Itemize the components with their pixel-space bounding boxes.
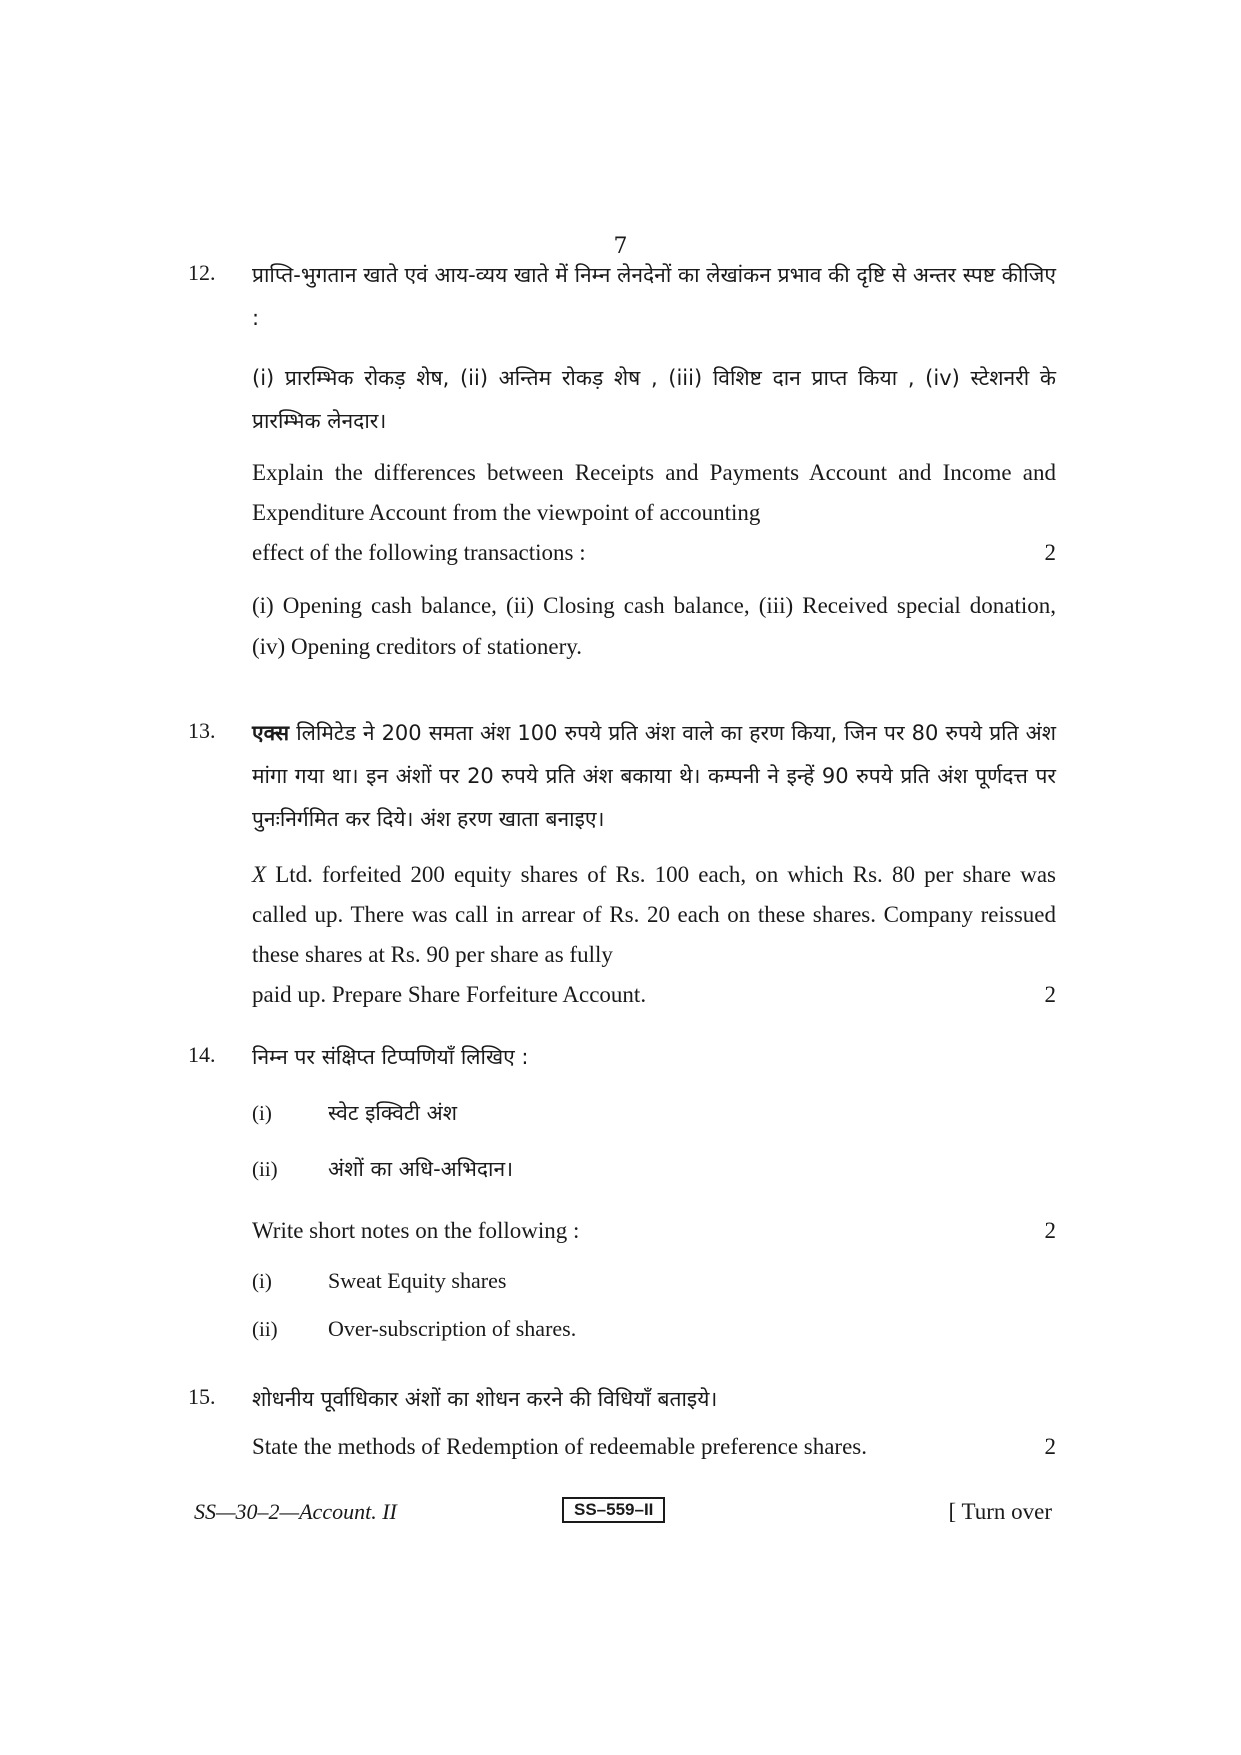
list-item-text: स्वेट इक्विटी अंश xyxy=(328,1101,457,1125)
list-item-text: Over-subscription of shares. xyxy=(328,1316,577,1341)
question-hindi-body: लिमिटेड ने 200 समता अंश 100 रुपये प्रति अंश वाले का हरण किया, जिन पर 80 रुपये प्रति अंश मांगा गया था। इन अंशों पर 20 रुपये प्रति अंश बकाया थे। कम्पनी ने इन्हें 90 रुपये प्रति अंश पूर्णदत्त पर पुनःनिर्गमित कर दिये। अंश हरण खाता बनाइए। xyxy=(252,721,1056,831)
paper-code-label: SS—30–2—Account. II xyxy=(194,1499,397,1524)
company-name-hindi: एक्स xyxy=(252,721,290,745)
question-marks: 2 xyxy=(1044,1218,1056,1243)
question-english-body: Ltd. forfeited 200 equity shares of Rs. 100 each, on which Rs. 80 per share was called up. There was call in arrear of Rs. 20 each on these shares. Company reissued these shares at Rs. 90 per share as fully xyxy=(252,862,1057,967)
question-hindi-text: शोधनीय पूर्वाधिकार अंशों का शोधन करने की विधियाँ बताइये। xyxy=(252,1387,718,1411)
question-english-last-line xyxy=(252,533,1056,573)
question-english-tail: effect of the following transactions : xyxy=(252,540,586,565)
question-hindi-text xyxy=(252,712,1056,841)
question-number: 13. xyxy=(188,718,216,743)
question-english-text: Write short notes on the following : xyxy=(252,1218,580,1243)
question-15 xyxy=(188,1378,1056,1467)
question-number: 15. xyxy=(188,1384,216,1409)
turn-over-label: [ Turn over xyxy=(948,1499,1052,1524)
list-item-text: अंशों का अधि-अभिदान। xyxy=(328,1157,514,1181)
question-12 xyxy=(188,254,1056,667)
company-name-italic: X xyxy=(252,862,267,887)
list-item-number: (ii) xyxy=(252,1317,278,1341)
question-hindi-items: (i) प्रारम्भिक रोकड़ शेष, (ii) अन्तिम रोकड़ शेष , (iii) विशिष्ट दान प्राप्त किया , (iv) स्टेशनरी के प्रारम्भिक लेनदार। xyxy=(252,366,1056,433)
list-item xyxy=(252,1093,1056,1133)
question-english-text xyxy=(252,855,1056,975)
question-english-tail: paid up. Prepare Share Forfeiture Account. xyxy=(252,982,647,1007)
question-english-text: State the methods of Redemption of redeemable preference shares. xyxy=(252,1434,868,1459)
question-english-items: (i) Opening cash balance, (ii) Closing cash balance, (iii) Received special donation, (iv) Opening creditors of stationery. xyxy=(252,593,1056,659)
question-hindi-text: प्राप्ति-भुगतान खाते एवं आय-व्यय खाते में निम्न लेनदेनों का लेखांकन प्रभाव की दृष्टि से अन्तर स्पष्ट कीजिए : xyxy=(252,263,1056,330)
question-english-line xyxy=(252,1211,1056,1251)
list-item xyxy=(252,1149,1056,1189)
question-hindi-text: निम्न पर संक्षिप्त टिप्पणियाँ लिखिए : xyxy=(252,1045,529,1069)
question-number: 12. xyxy=(188,260,216,285)
series-code-box: SS–559–II xyxy=(562,1497,665,1523)
page-footer xyxy=(194,1497,1052,1529)
list-item xyxy=(252,1261,1056,1301)
list-item-number: (ii) xyxy=(252,1157,278,1181)
page-number: 7 xyxy=(613,234,628,259)
list-item-text: Sweat Equity shares xyxy=(328,1268,507,1293)
list-item xyxy=(252,1309,1056,1349)
question-14 xyxy=(188,1036,1056,1349)
question-english-last-line xyxy=(252,975,1056,1015)
list-item-number: (i) xyxy=(252,1101,272,1125)
question-marks: 2 xyxy=(1044,540,1056,565)
question-marks: 2 xyxy=(1044,1434,1056,1459)
question-english-line xyxy=(252,1427,1056,1467)
list-item-number: (i) xyxy=(252,1269,272,1293)
question-english-text: Explain the differences between Receipts and Payments Account and Income and Expenditure Account from the viewpoint of accounting xyxy=(252,460,1056,525)
question-number: 14. xyxy=(188,1042,216,1067)
question-marks: 2 xyxy=(1044,982,1056,1007)
question-13 xyxy=(188,712,1056,1015)
